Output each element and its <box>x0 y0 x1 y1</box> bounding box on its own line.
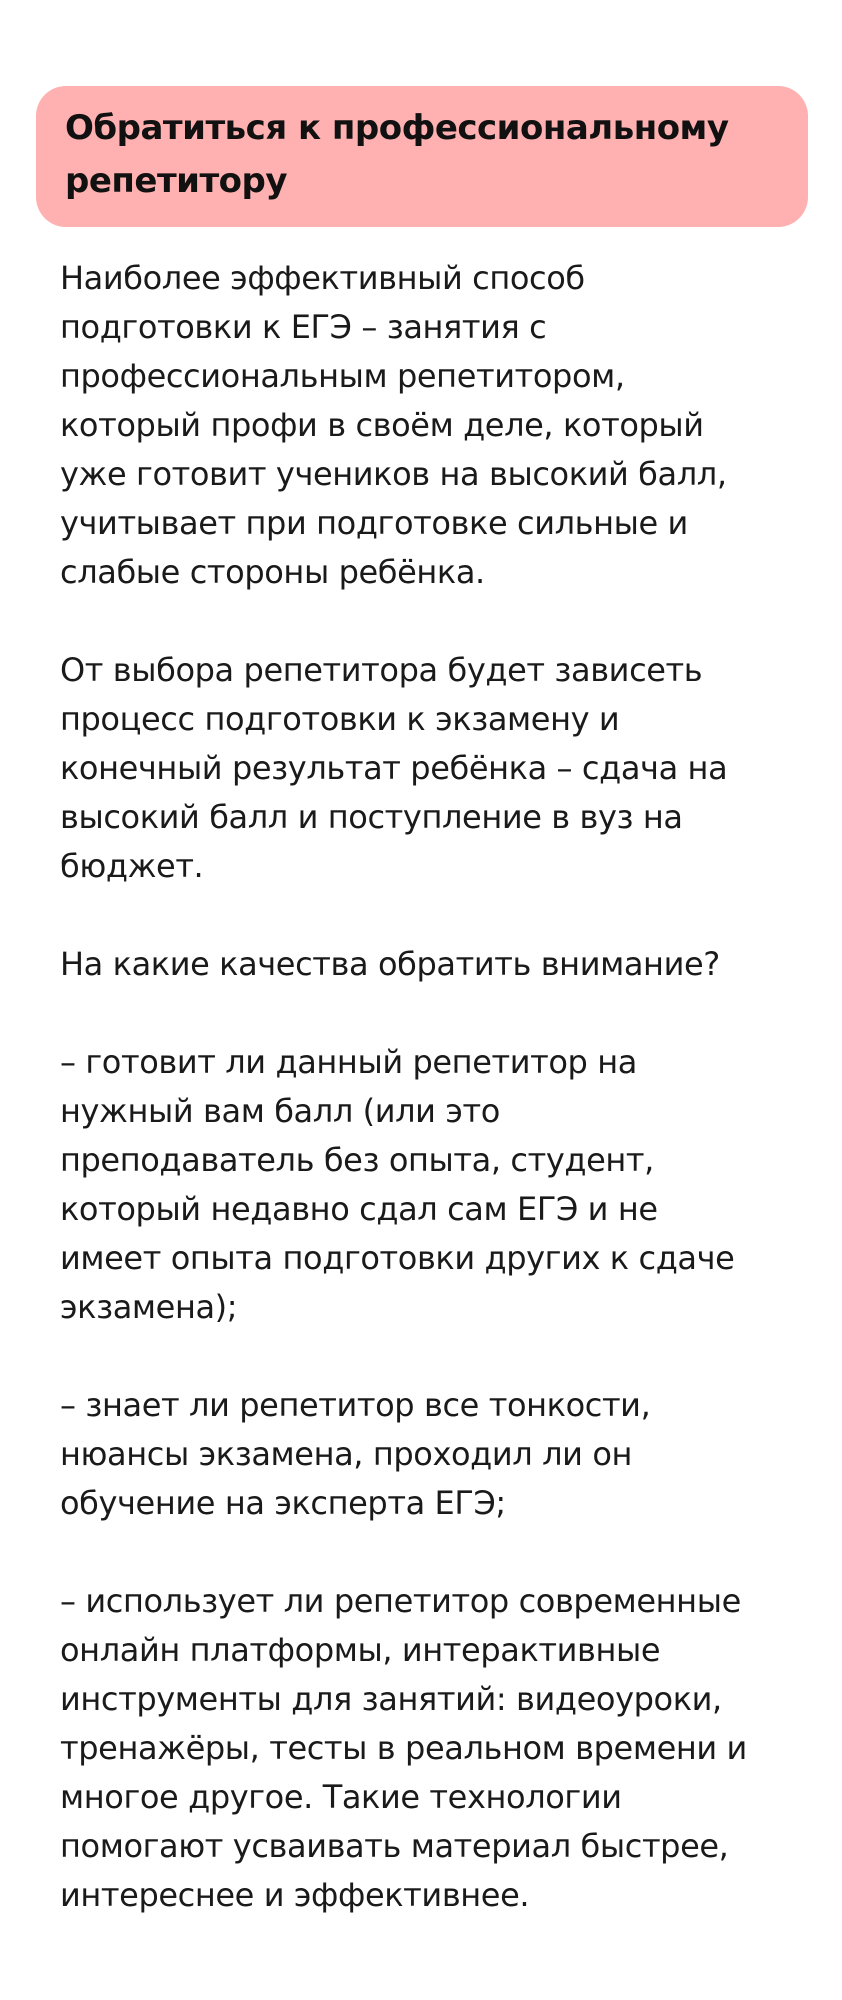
list-item-expertise: – знает ли репетитор все тонкости, нюансы экзамена, проходил ли он обучение на эксперта ЕГЭ; <box>60 1386 651 1522</box>
page-title: Обратиться к профессиональному репетитору <box>65 108 729 201</box>
choice-paragraph: От выбора репетитора будет зависеть процесс подготовки к экзамену и конечный результат ребёнка – сдача на высокий балл и поступление в вуз на бюджет. <box>60 651 728 885</box>
list-item-score: – готовит ли данный репетитор на нужный вам балл (или это преподаватель без опыта, студент, который недавно сдал сам ЕГЭ и не имеет опыта подготовки других к сдаче экзамена); <box>60 1043 735 1326</box>
list-item-platforms: – использует ли репетитор современные онлайн платформы, интерактивные инструменты для занятий: видеоуроки, тренажёры, тесты в реальном времени и многое другое. Такие технологии помогают усваивать материал быстрее, интереснее и эффективнее. <box>60 1582 747 1914</box>
intro-paragraph: Наиболее эффективный способ подготовки к ЕГЭ – занятия с профессиональным репетитором, который профи в своём деле, который уже готовит учеников на высокий балл, учитывает при подготовке сильные и слабые стороны ребёнка. <box>60 259 727 591</box>
title-card <box>36 86 808 227</box>
article-body <box>60 254 800 1920</box>
qualities-question: На какие качества обратить внимание? <box>60 945 720 983</box>
